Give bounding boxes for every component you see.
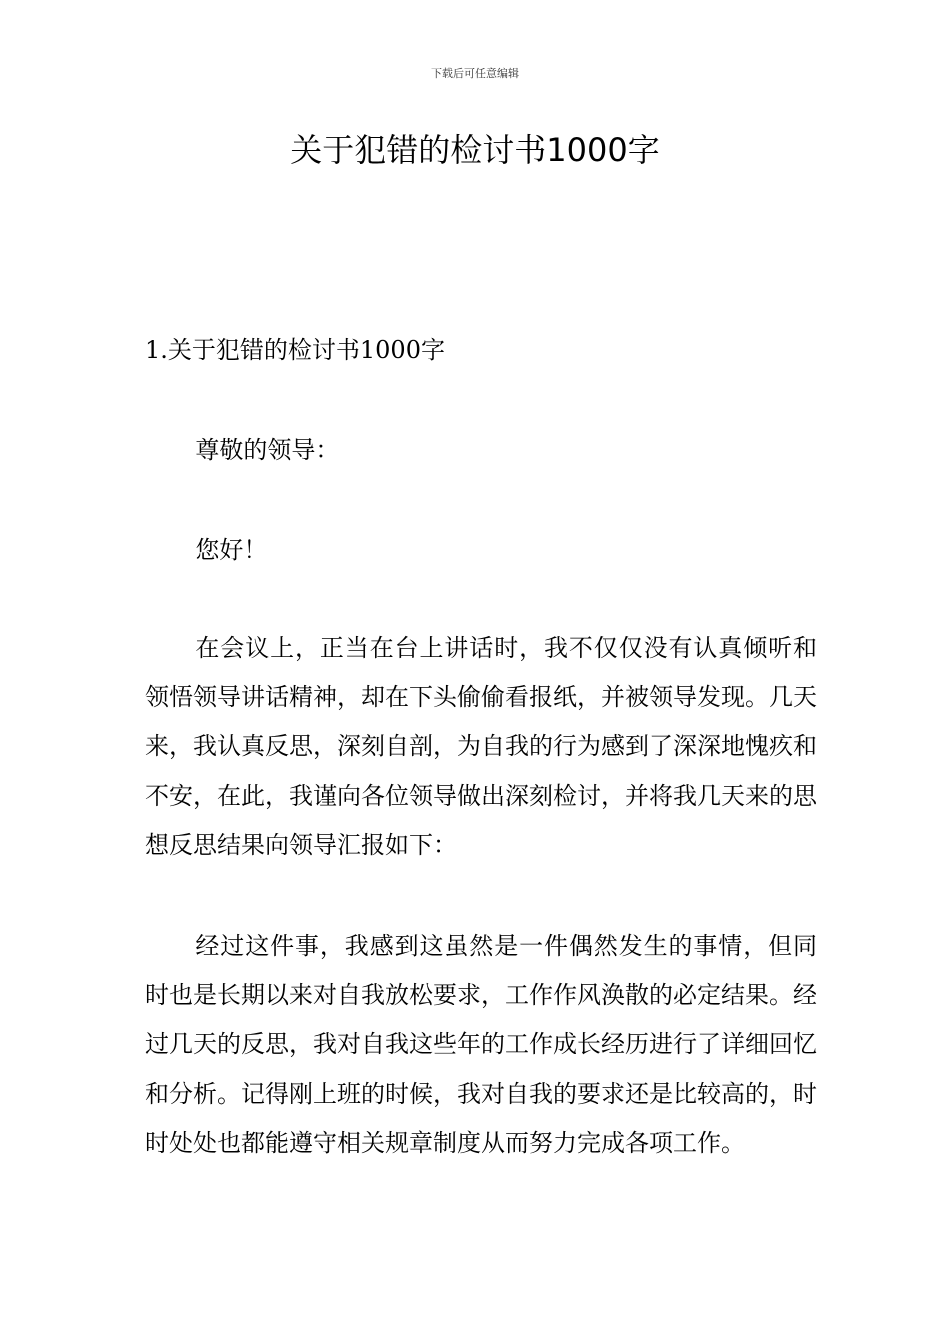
body-paragraph: 在会议上，正当在台上讲话时，我不仅仅没有认真倾听和领悟领导讲话精神，却在下头偷偷看报纸，并被领导发现。几天来，我认真反思，深刻自剖，为自我的行为感到了深深地愧疚和不安，在此，我谨向各位领导做出深刻检讨，并将我几天来的思想反思结果向领导汇报如下： <box>145 634 817 859</box>
greeting: 您好！ <box>195 536 268 564</box>
section-heading: 1.关于犯错的检讨书1000字 <box>145 336 445 364</box>
salutation: 尊敬的领导： <box>195 436 340 464</box>
document-title: 关于犯错的检讨书1000字 <box>290 131 660 169</box>
header-note: 下载后可任意编辑 <box>431 67 519 80</box>
body-paragraph: 经过这件事，我感到这虽然是一件偶然发生的事情，但同时也是长期以来对自我放松要求，工作作风涣散的必定结果。经过几天的反思，我对自我这些年的工作成长经历进行了详细回忆和分析。记得刚上班的时候，我对自我的要求还是比较高的，时时处处也都能遵守相关规章制度从而努力完成各项工作。 <box>145 932 817 1157</box>
